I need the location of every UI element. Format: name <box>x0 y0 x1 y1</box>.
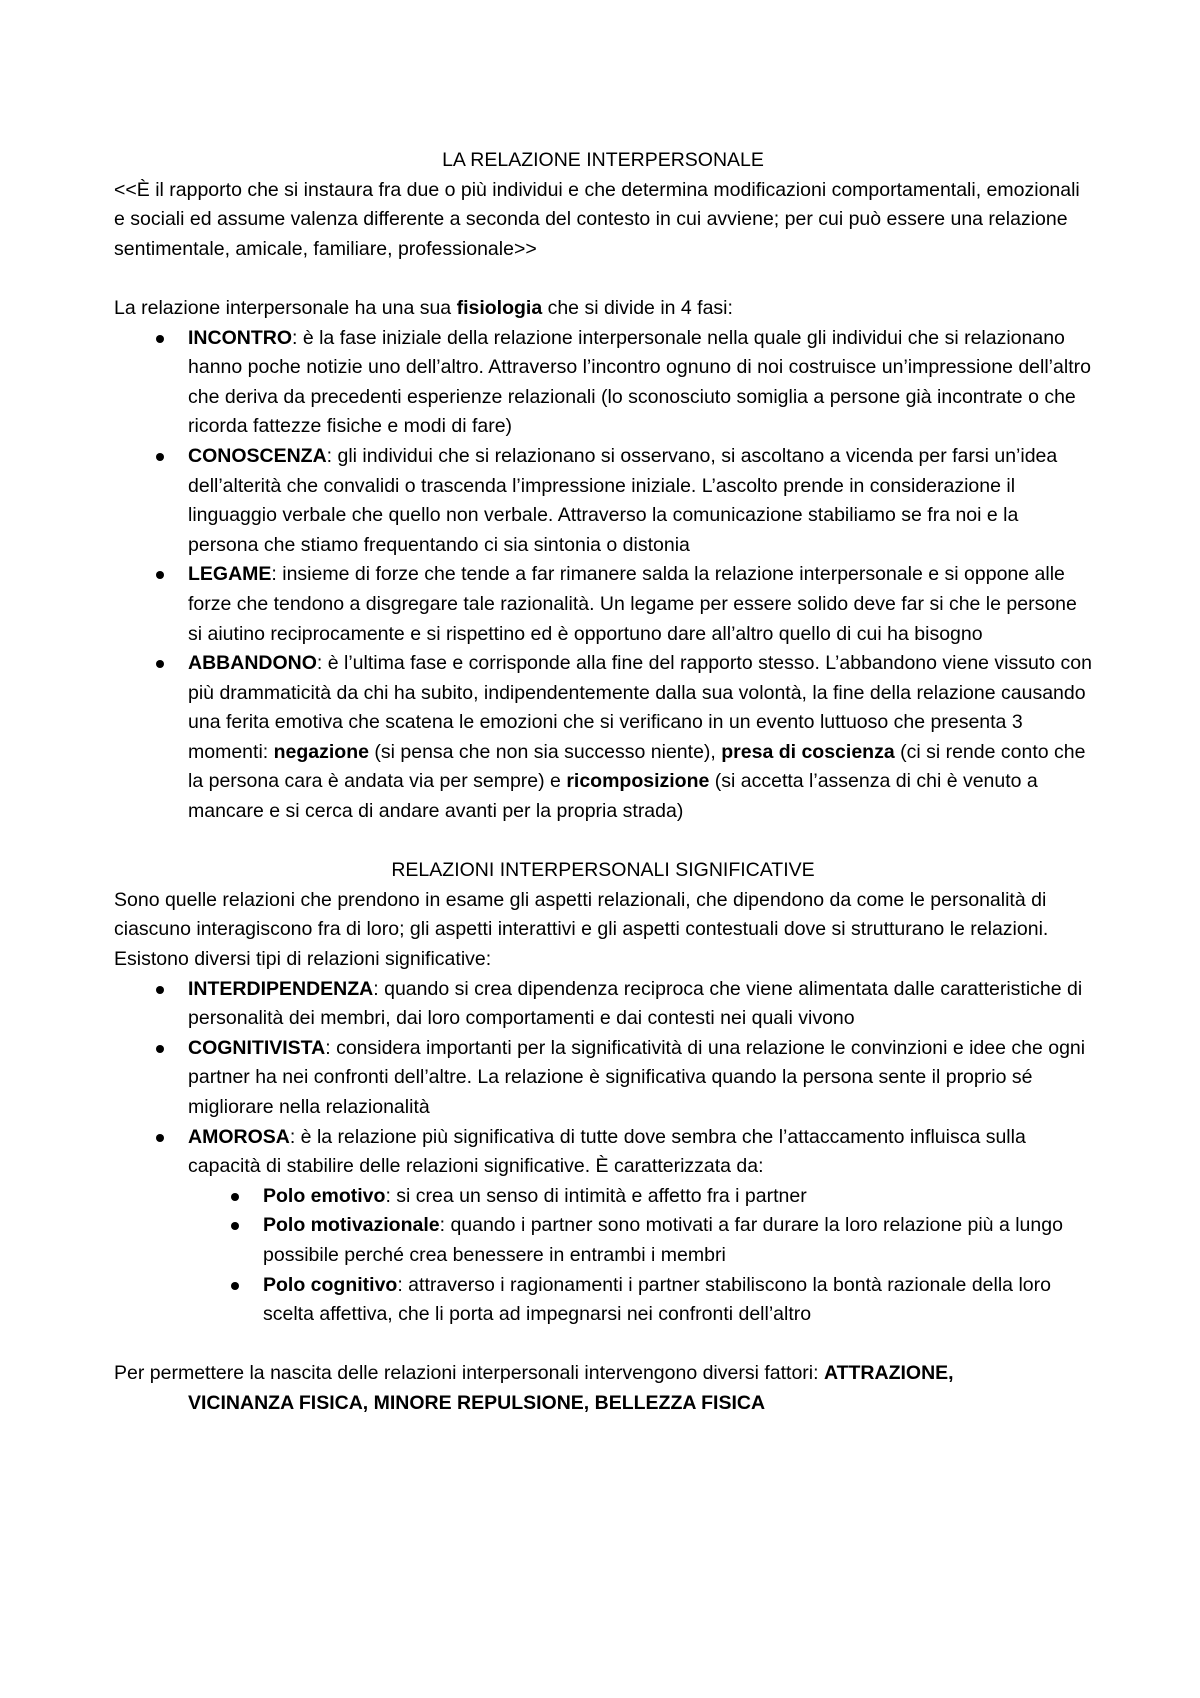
list-item-polo-motivazionale: Polo motivazionale: quando i partner sono motivati a far durare la loro relazione più a lungo possibile perché crea benessere in entrambi i membri <box>188 1211 1092 1270</box>
list-item-polo-emotivo: Polo emotivo: si crea un senso di intimità e affetto fra i partner <box>188 1182 1092 1212</box>
list-item-legame: LEGAME: insieme di forze che tende a far rimanere salda la relazione interpersonale e si oppone alle forze che tendono a disgregare tale razionalità. Un legame per essere solido deve far si che le persone si aiutino reciprocamente e si rispettino ed è opportuno dare all’altro quello di cui ha bisogno <box>114 560 1092 649</box>
term-fisiologia: fisiologia <box>456 296 543 319</box>
term-polo-motivazionale: Polo motivazionale <box>263 1214 440 1237</box>
bullet-icon <box>156 660 164 668</box>
bullet-icon <box>231 1193 239 1201</box>
term-abbandono: ABBANDONO <box>188 652 317 675</box>
term-conoscenza: CONOSCENZA <box>188 444 327 467</box>
term-presa-di-coscienza: presa di coscienza <box>721 740 895 763</box>
document-body <box>114 146 1092 1419</box>
bullet-icon <box>156 1134 164 1142</box>
bullet-icon <box>231 1282 239 1290</box>
term-amorosa: AMOROSA <box>188 1125 290 1148</box>
blank-line <box>114 1330 1092 1360</box>
bullet-icon <box>231 1222 239 1230</box>
definition-paragraph: <<È il rapporto che si instaura fra due o più individui e che determina modificazioni comportamentali, emozionali e sociali ed assume valenza differente a seconda del contesto in cui avviene; per cui può essere una relazione sentimentale, amicale, familiare, professionale>> <box>114 178 1080 260</box>
term-attrazione: ATTRAZIONE, <box>823 1362 954 1385</box>
list-item-cognitivista: COGNITIVISTA: considera importanti per la significatività di una relazione le convinzioni e idee che ogni partner ha nei confronti dell’altre. La relazione è significativa quando la persona sente il proprio sé migliorare nella relazionalità <box>114 1034 1092 1123</box>
term-polo-cognitivo: Polo cognitivo <box>263 1273 398 1296</box>
term-incontro: INCONTRO <box>188 326 292 349</box>
list-item-incontro: INCONTRO: è la fase iniziale della relazione interpersonale nella quale gli individui che si relazionano hanno poche notizie uno dell’altro. Attraverso l’incontro ognuno di noi costruisce un’impressione dell’altro che deriva da precedenti esperienze relazionali (lo sconosciuto somiglia a persone già incontrate o che ricorda fattezze fisiche e modi di fare) <box>114 324 1092 442</box>
bullet-icon <box>156 571 164 579</box>
list-item-amorosa: AMOROSA: è la relazione più significativa di tutte dove sembra che l’attaccamento influisca sulla capacità di stabilire delle relazioni significative. È caratterizzata da: Polo emotivo: si crea un senso di intimità e affetto fra i partner Polo motivazionale: quando i partner sono motivati a far durare la loro relazione più a lungo possibile perché crea benessere in entrambi i membri Polo cognitivo: attraverso i ragionamenti i partner stabiliscono la bontà razionale della loro scelta affettiva, che li porta ad impegnarsi nei confronti dell’altro <box>114 1123 1092 1330</box>
list-item-polo-cognitivo: Polo cognitivo: attraverso i ragionamenti i partner stabiliscono la bontà razionale della loro scelta affettiva, che li porta ad impegnarsi nei confronti dell’altro <box>188 1271 1092 1330</box>
phases-list <box>114 324 1092 827</box>
bullet-icon <box>156 335 164 343</box>
term-interdipendenza: INTERDIPENDENZA <box>188 977 374 1000</box>
term-ricomposizione: ricomposizione <box>566 770 710 793</box>
term-polo-emotivo: Polo emotivo <box>263 1184 386 1207</box>
term-negazione: negazione <box>273 740 369 763</box>
significative-intro: Sono quelle relazioni che prendono in esame gli aspetti relazionali, che dipendono da come le personalità di ciascuno interagiscono fra di loro; gli aspetti interattivi e gli aspetti contestuali dove si strutturano le relazioni. Esistono diversi tipi di relazioni significative: <box>114 888 1049 971</box>
blank-line <box>114 827 1092 857</box>
poles-list <box>188 1182 1092 1330</box>
section-title-relazioni-significative: RELAZIONI INTERPERSONALI SIGNIFICATIVE <box>391 859 815 882</box>
bullet-icon <box>156 986 164 994</box>
term-cognitivista: COGNITIVISTA <box>188 1036 326 1059</box>
list-item-conoscenza: CONOSCENZA: gli individui che si relazionano si osservano, si ascoltano a vicenda per farsi un’idea dell’alterità che convalidi o trascenda l’impressione iniziale. L’ascolto prende in considerazione il linguaggio verbale che quello non verbale. Attraverso la comunicazione stabiliamo se fra noi e la persona che stiamo frequentando ci sia sintonia o distonia <box>114 442 1092 560</box>
term-legame: LEGAME <box>188 563 272 586</box>
closing-paragraph-continued <box>114 1389 1092 1419</box>
types-list <box>114 975 1092 1330</box>
list-item-abbandono: ABBANDONO: è l’ultima fase e corrisponde alla fine del rapporto stesso. L’abbandono viene vissuto con più drammaticità da chi ha subito, indipendentemente dalla sua volontà, la fine della relazione causando una ferita emotiva che scatena le emozioni che si verificano in un evento luttuoso che presenta 3 momenti: negazione (si pensa che non sia successo niente), presa di coscienza (ci si rende conto che la persona cara è andata via per sempre) e ricomposizione (si accetta l’assenza di chi è venuto a mancare e si cerca di andare avanti per la propria strada) <box>114 649 1092 827</box>
bullet-icon <box>156 453 164 461</box>
blank-line <box>114 264 1092 294</box>
closing-paragraph: Per permettere la nascita delle relazioni interpersonali intervengono diversi fattori: ATTRAZIONE, <box>114 1362 954 1385</box>
term-other-factors: VICINANZA FISICA, MINORE REPULSIONE, BELLEZZA FISICA <box>188 1391 766 1414</box>
bullet-icon <box>156 1045 164 1053</box>
list-item-interdipendenza: INTERDIPENDENZA: quando si crea dipendenza reciproca che viene alimentata dalle caratteristiche di personalità dei membri, dai loro comportamenti e dai contesti nei quali vivono <box>114 975 1092 1034</box>
phases-intro: La relazione interpersonale ha una sua fisiologia che si divide in 4 fasi: <box>114 296 733 319</box>
section-title-relazione-interpersonale: LA RELAZIONE INTERPERSONALE <box>442 149 764 171</box>
